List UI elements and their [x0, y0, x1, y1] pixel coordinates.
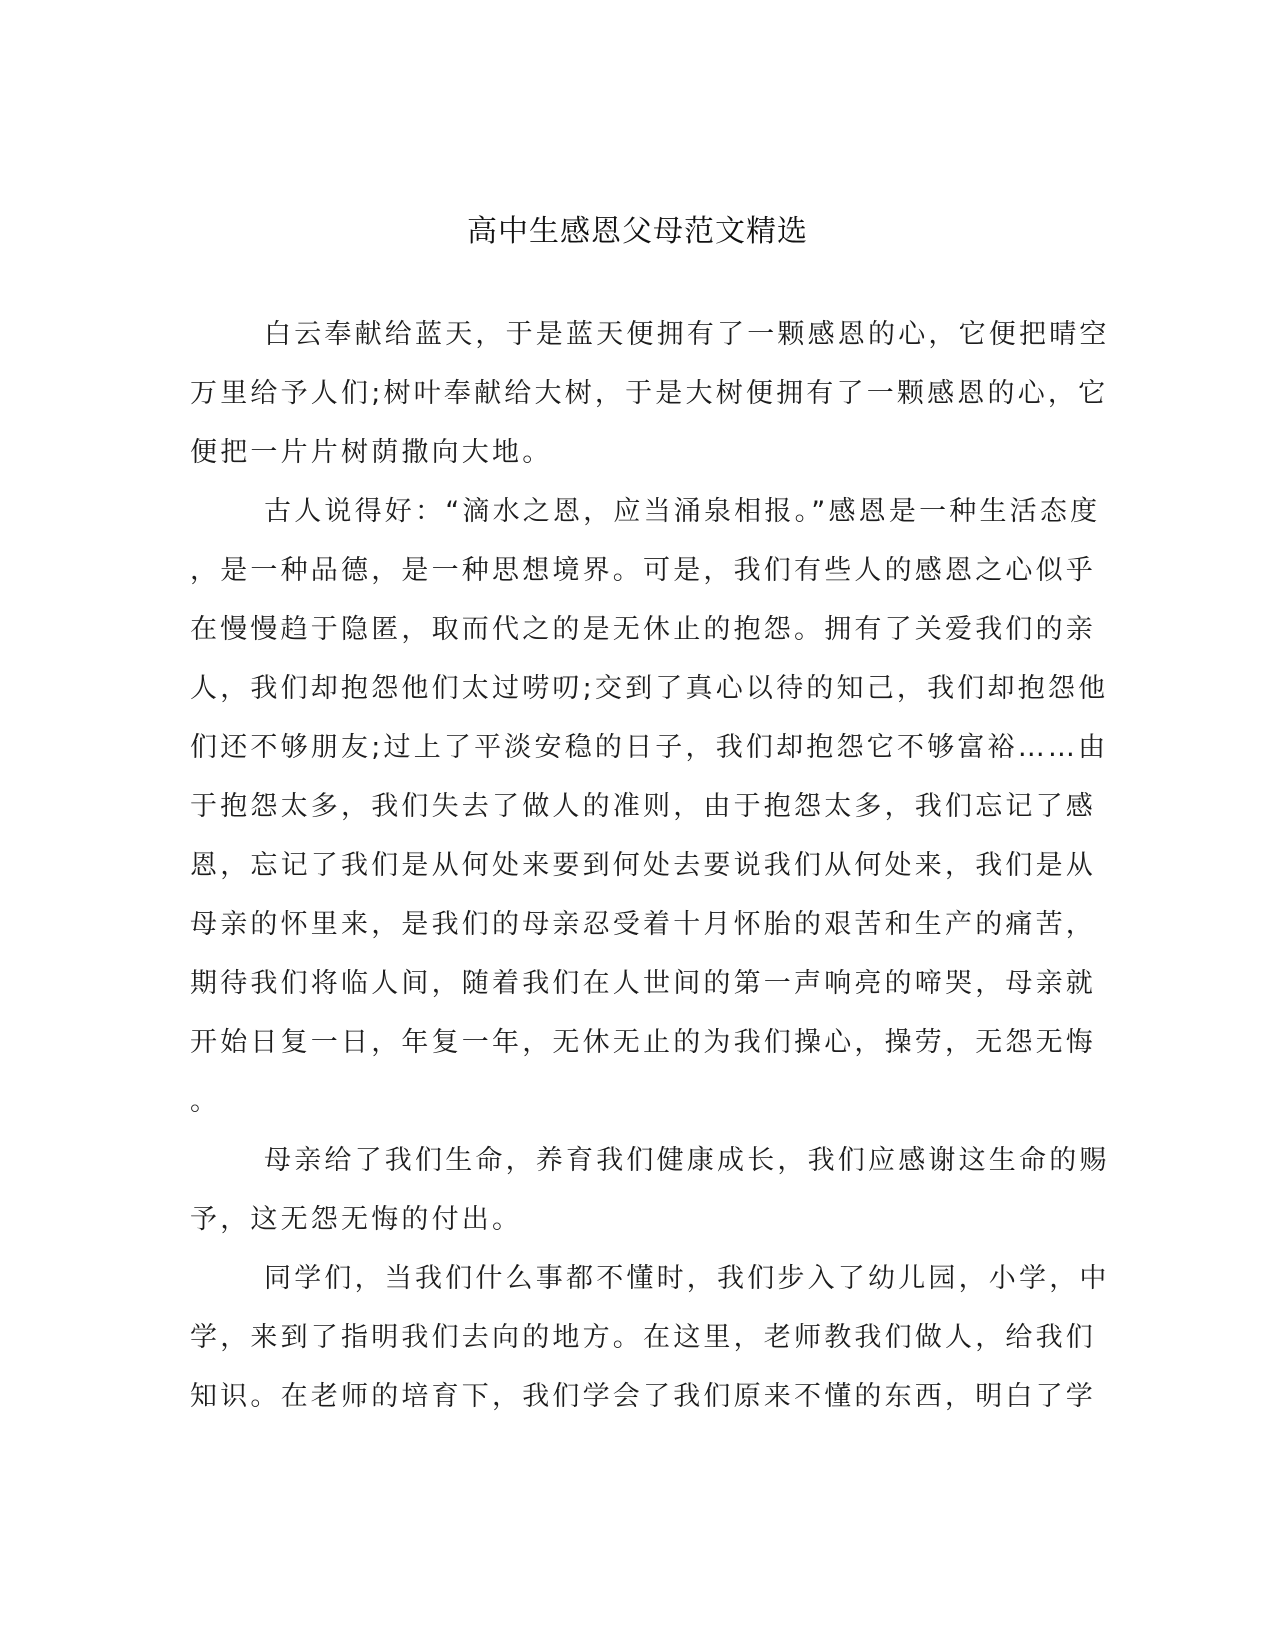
- paragraph-2-line-2: ，是一种品德，是一种思想境界。可是，我们有些人的感恩之心似乎: [190, 555, 1096, 586]
- paragraph-2-line-9: 期待我们将临人间，随着我们在人世间的第一声响亮的啼哭，母亲就: [190, 968, 1096, 999]
- paragraph-1-line-2: 万里给予人们;树叶奉献给大树，于是大树便拥有了一颗感恩的心，它: [190, 378, 1109, 409]
- paragraph-1-line-1: 白云奉献给蓝天，于是蓝天便拥有了一颗感恩的心，它便把晴空: [264, 319, 1110, 350]
- paragraph-2-line-10: 开始日复一日，年复一年，无休无止的为我们操心，操劳，无怨无悔: [190, 1027, 1096, 1058]
- paragraph-3-line-2: 予，这无怨无悔的付出。: [190, 1204, 523, 1235]
- paragraph-2-line-6: 于抱怨太多，我们失去了做人的准则，由于抱怨太多，我们忘记了感: [190, 791, 1096, 822]
- paragraph-4-line-1: 同学们，当我们什么事都不懂时，我们步入了幼儿园，小学，中: [264, 1263, 1110, 1294]
- paragraph-4-line-3: 知识。在老师的培育下，我们学会了我们原来不懂的东西，明白了学: [190, 1381, 1096, 1412]
- paragraph-1-line-3: 便把一片片树荫撒向大地。: [190, 437, 553, 468]
- paragraph-4-line-2: 学，来到了指明我们去向的地方。在这里，老师教我们做人，给我们: [190, 1322, 1096, 1353]
- paragraph-2-line-8: 母亲的怀里来，是我们的母亲忍受着十月怀胎的艰苦和生产的痛苦，: [190, 909, 1096, 940]
- paragraph-2-line-3: 在慢慢趋于隐匿，取而代之的是无休止的抱怨。拥有了关爱我们的亲: [190, 614, 1096, 645]
- paragraph-3-line-1: 母亲给了我们生命，养育我们健康成长，我们应感谢这生命的赐: [264, 1145, 1110, 1176]
- paragraph-2-line-7: 恩，忘记了我们是从何处来要到何处去要说我们从何处来，我们是从: [190, 850, 1096, 881]
- paragraph-2-line-5: 们还不够朋友;过上了平淡安稳的日子，我们却抱怨它不够富裕……由: [190, 732, 1109, 763]
- paragraph-2-line-1: 古人说得好：“滴水之恩，应当涌泉相报。”感恩是一种生活态度: [264, 496, 1101, 527]
- paragraph-2-line-4: 人，我们却抱怨他们太过唠叨;交到了真心以待的知己，我们却抱怨他: [190, 673, 1109, 704]
- paragraph-2-line-11: 。: [190, 1086, 221, 1117]
- document-title: 高中生感恩父母范文精选: [467, 214, 808, 249]
